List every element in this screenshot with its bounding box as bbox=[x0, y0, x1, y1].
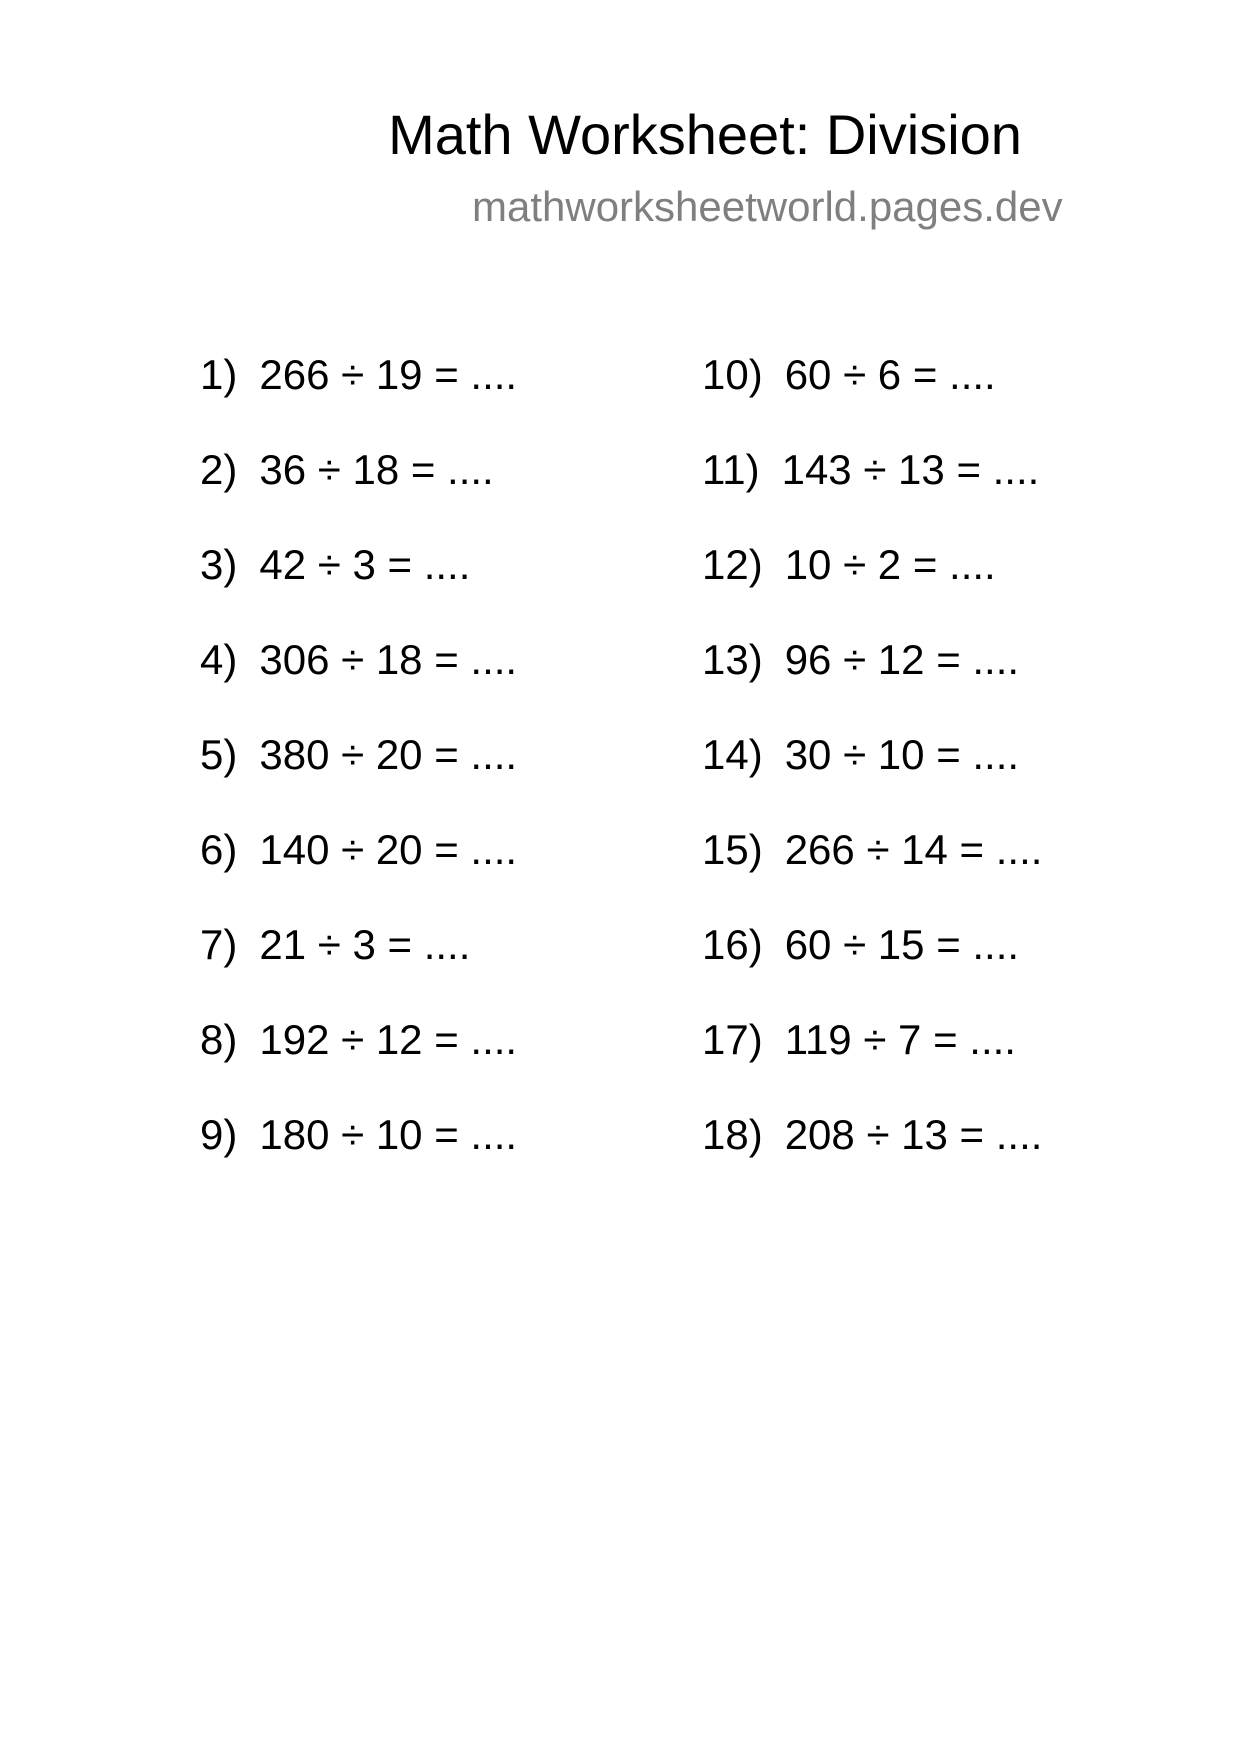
problem-expression: 208 ÷ 13 = .... bbox=[784, 1111, 1043, 1158]
problem-expression: 266 ÷ 19 = .... bbox=[259, 351, 518, 398]
problem-18 bbox=[702, 1109, 1042, 1204]
problem-expression: 96 ÷ 12 = .... bbox=[784, 636, 1020, 683]
problem-1 bbox=[200, 349, 517, 444]
problem-expression: 140 ÷ 20 = .... bbox=[259, 826, 518, 873]
problem-number: 5) bbox=[200, 731, 238, 778]
problem-10 bbox=[702, 349, 1042, 444]
problem-4 bbox=[200, 634, 517, 729]
problem-16 bbox=[702, 919, 1042, 1014]
problem-expression: 180 ÷ 10 = .... bbox=[259, 1111, 518, 1158]
problem-number: 4) bbox=[200, 636, 238, 683]
problem-number: 14) bbox=[702, 731, 763, 778]
problem-number: 16) bbox=[702, 921, 763, 968]
problem-2 bbox=[200, 444, 517, 539]
problem-expression: 60 ÷ 6 = .... bbox=[784, 351, 996, 398]
problem-expression: 10 ÷ 2 = .... bbox=[784, 541, 996, 588]
problem-9 bbox=[200, 1109, 517, 1204]
problem-expression: 306 ÷ 18 = .... bbox=[259, 636, 518, 683]
problem-number: 2) bbox=[200, 446, 238, 493]
problem-11 bbox=[702, 444, 1042, 539]
problem-number: 8) bbox=[200, 1016, 238, 1063]
problem-number: 9) bbox=[200, 1111, 238, 1158]
problem-number: 1) bbox=[200, 351, 238, 398]
problem-expression: 380 ÷ 20 = .... bbox=[259, 731, 518, 778]
page-title: Math Worksheet: Division bbox=[388, 103, 1022, 166]
problem-number: 10) bbox=[702, 351, 763, 398]
problem-15 bbox=[702, 824, 1042, 919]
problem-13 bbox=[702, 634, 1042, 729]
site-url: mathworksheetworld.pages.dev bbox=[472, 183, 1063, 230]
problem-number: 6) bbox=[200, 826, 238, 873]
problem-7 bbox=[200, 919, 517, 1014]
problem-expression: 192 ÷ 12 = .... bbox=[259, 1016, 518, 1063]
problem-number: 12) bbox=[702, 541, 763, 588]
problem-12 bbox=[702, 539, 1042, 634]
problem-expression: 30 ÷ 10 = .... bbox=[784, 731, 1020, 778]
problem-5 bbox=[200, 729, 517, 824]
problem-number: 18) bbox=[702, 1111, 763, 1158]
problem-expression: 143 ÷ 13 = .... bbox=[781, 446, 1040, 493]
problem-expression: 266 ÷ 14 = .... bbox=[784, 826, 1043, 873]
problem-3 bbox=[200, 539, 517, 634]
problem-number: 17) bbox=[702, 1016, 763, 1063]
problem-expression: 21 ÷ 3 = .... bbox=[259, 921, 471, 968]
problem-column-right bbox=[702, 349, 1042, 1204]
problem-6 bbox=[200, 824, 517, 919]
problem-expression: 42 ÷ 3 = .... bbox=[259, 541, 471, 588]
problem-expression: 60 ÷ 15 = .... bbox=[784, 921, 1020, 968]
problem-list bbox=[0, 349, 1240, 1249]
problem-14 bbox=[702, 729, 1042, 824]
problem-17 bbox=[702, 1014, 1042, 1109]
problem-expression: 119 ÷ 7 = .... bbox=[784, 1016, 1016, 1063]
problem-number: 15) bbox=[702, 826, 763, 873]
problem-column-left bbox=[200, 349, 517, 1204]
problem-expression: 36 ÷ 18 = .... bbox=[259, 446, 494, 493]
problem-number: 7) bbox=[200, 921, 238, 968]
problem-number: 11) bbox=[702, 446, 760, 493]
problem-number: 13) bbox=[702, 636, 763, 683]
problem-number: 3) bbox=[200, 541, 238, 588]
problem-8 bbox=[200, 1014, 517, 1109]
